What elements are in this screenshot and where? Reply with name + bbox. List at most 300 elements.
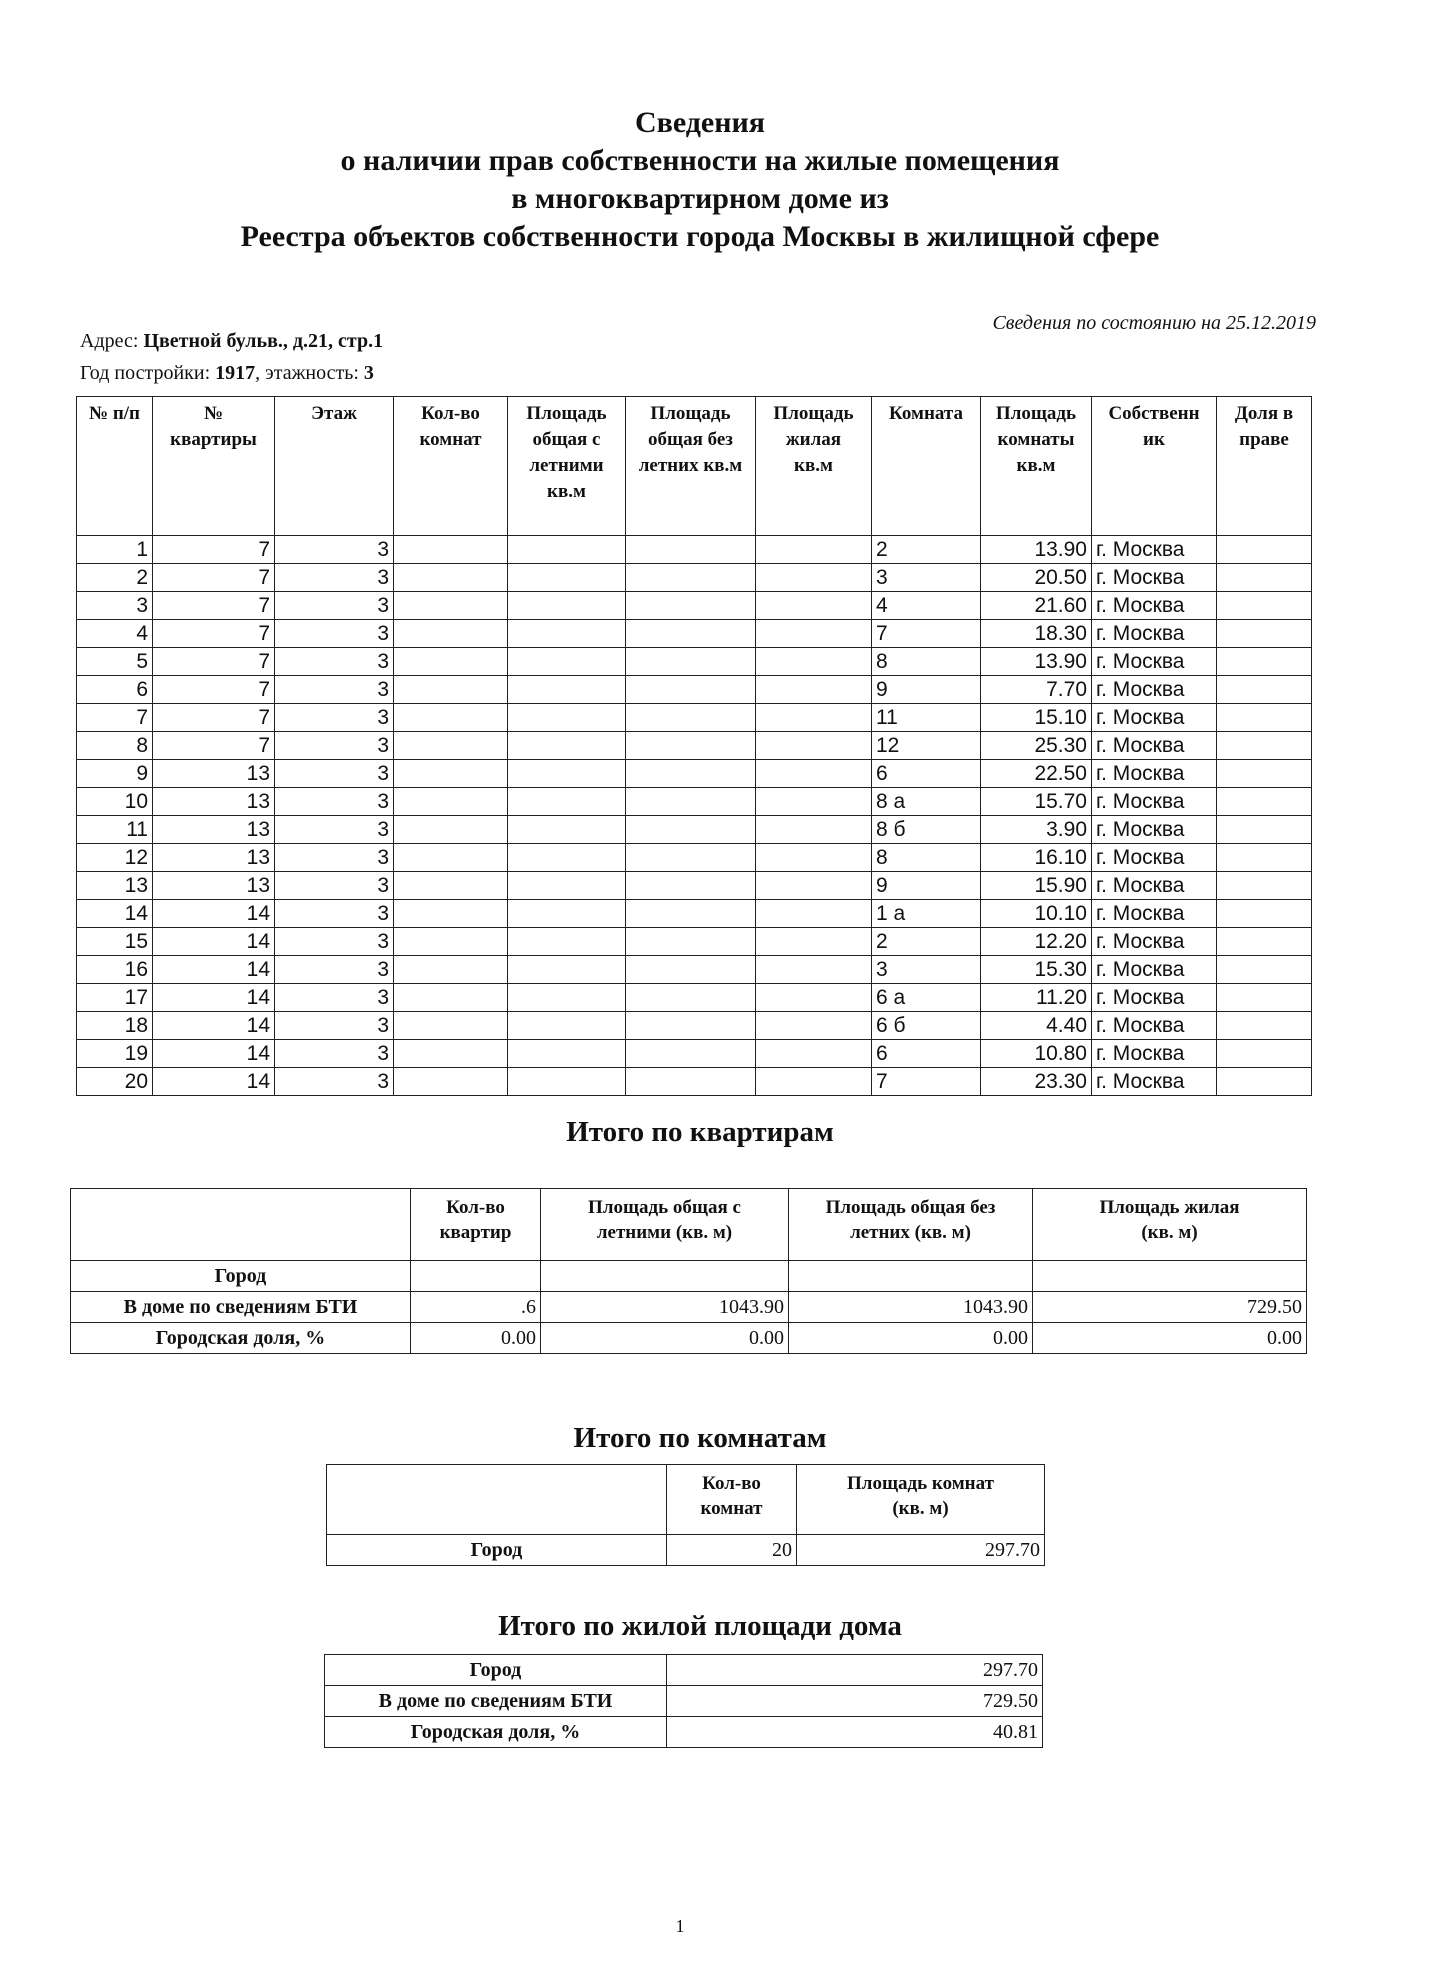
cell bbox=[1217, 816, 1312, 844]
cell bbox=[756, 1068, 872, 1096]
cell: 3 bbox=[275, 928, 394, 956]
cell bbox=[394, 984, 508, 1012]
cell bbox=[508, 536, 626, 564]
cell: 21.60 bbox=[981, 592, 1092, 620]
cell: г. Москва bbox=[1092, 592, 1217, 620]
cell: 18.30 bbox=[981, 620, 1092, 648]
cell: 7 bbox=[77, 704, 153, 732]
cell bbox=[394, 844, 508, 872]
cell: 15.90 bbox=[981, 872, 1092, 900]
cell bbox=[626, 648, 756, 676]
cell: 15.70 bbox=[981, 788, 1092, 816]
cell: 297.70 bbox=[797, 1535, 1045, 1566]
cell: 7 bbox=[872, 620, 981, 648]
cell bbox=[756, 564, 872, 592]
cell bbox=[1217, 536, 1312, 564]
table-header-row bbox=[327, 1465, 1045, 1535]
corner-cell bbox=[71, 1189, 411, 1261]
cell: г. Москва bbox=[1092, 984, 1217, 1012]
cell bbox=[508, 676, 626, 704]
table-row bbox=[77, 872, 1312, 900]
col-room-count: Кол-во комнат bbox=[667, 1465, 797, 1535]
col-living: Площадь жилая (кв. м) bbox=[1033, 1189, 1307, 1261]
cell: 3 bbox=[275, 1012, 394, 1040]
cell: 6 б bbox=[872, 1012, 981, 1040]
cell: 2 bbox=[77, 564, 153, 592]
cell bbox=[394, 1068, 508, 1096]
cell: 3 bbox=[275, 984, 394, 1012]
cell bbox=[508, 648, 626, 676]
cell bbox=[756, 732, 872, 760]
floors-value: 3 bbox=[363, 362, 374, 384]
address-line bbox=[80, 330, 383, 353]
cell bbox=[1217, 900, 1312, 928]
row-label: Город bbox=[325, 1655, 667, 1686]
cell bbox=[756, 928, 872, 956]
cell: г. Москва bbox=[1092, 648, 1217, 676]
cell: 7 bbox=[153, 592, 275, 620]
cell bbox=[756, 788, 872, 816]
table-row bbox=[325, 1655, 1043, 1686]
cell: 3 bbox=[275, 704, 394, 732]
cell: 0.00 bbox=[789, 1323, 1033, 1354]
cell: 13.90 bbox=[981, 648, 1092, 676]
cell: 3 bbox=[872, 564, 981, 592]
build-year-line bbox=[80, 362, 374, 385]
col-room-area: Площадь комнат (кв. м) bbox=[797, 1465, 1045, 1535]
cell: г. Москва bbox=[1092, 620, 1217, 648]
table-row bbox=[77, 984, 1312, 1012]
cell bbox=[756, 1012, 872, 1040]
cell: 13 bbox=[153, 816, 275, 844]
cell: 7 bbox=[153, 648, 275, 676]
cell bbox=[508, 564, 626, 592]
cell bbox=[394, 872, 508, 900]
row-label: В доме по сведениям БТИ bbox=[325, 1686, 667, 1717]
cell bbox=[756, 676, 872, 704]
cell bbox=[626, 1040, 756, 1068]
cell: 20 bbox=[77, 1068, 153, 1096]
cell: 6 bbox=[872, 760, 981, 788]
cell bbox=[626, 732, 756, 760]
cell: 2 bbox=[872, 928, 981, 956]
table-row bbox=[77, 704, 1312, 732]
table-row bbox=[77, 536, 1312, 564]
cell: 17 bbox=[77, 984, 153, 1012]
cell: 7.70 bbox=[981, 676, 1092, 704]
table-row bbox=[77, 1040, 1312, 1068]
cell: 8 bbox=[872, 844, 981, 872]
cell bbox=[626, 564, 756, 592]
cell: 8 б bbox=[872, 816, 981, 844]
cell: 3 bbox=[872, 956, 981, 984]
cell: 16 bbox=[77, 956, 153, 984]
cell bbox=[394, 620, 508, 648]
cell: 11 bbox=[872, 704, 981, 732]
cell: г. Москва bbox=[1092, 732, 1217, 760]
cell bbox=[508, 984, 626, 1012]
column-header: Площадь комнаты кв.м bbox=[981, 397, 1092, 536]
cell: 4.40 bbox=[981, 1012, 1092, 1040]
cell: 19 bbox=[77, 1040, 153, 1068]
cell bbox=[508, 1040, 626, 1068]
cell: 7 bbox=[153, 732, 275, 760]
column-header: Кол-во комнат bbox=[394, 397, 508, 536]
cell: 11.20 bbox=[981, 984, 1092, 1012]
cell: 3 bbox=[275, 732, 394, 760]
as-of-date: Сведения по состоянию на 25.12.2019 bbox=[992, 312, 1316, 334]
cell: 3 bbox=[275, 816, 394, 844]
cell: 23.30 bbox=[981, 1068, 1092, 1096]
cell: 6 а bbox=[872, 984, 981, 1012]
cell: 14 bbox=[153, 984, 275, 1012]
col-count: Кол-во квартир bbox=[411, 1189, 541, 1261]
cell bbox=[394, 1040, 508, 1068]
cell bbox=[394, 648, 508, 676]
cell: 3 bbox=[77, 592, 153, 620]
cell: г. Москва bbox=[1092, 872, 1217, 900]
cell bbox=[411, 1261, 541, 1292]
table-row bbox=[77, 956, 1312, 984]
table-row bbox=[77, 564, 1312, 592]
cell: 5 bbox=[77, 648, 153, 676]
cell: 9 bbox=[872, 872, 981, 900]
cell: 14 bbox=[153, 1068, 275, 1096]
cell bbox=[508, 956, 626, 984]
cell bbox=[756, 620, 872, 648]
cell bbox=[1217, 956, 1312, 984]
cell bbox=[1217, 592, 1312, 620]
cell: г. Москва bbox=[1092, 928, 1217, 956]
corner-cell bbox=[327, 1465, 667, 1535]
cell bbox=[789, 1261, 1033, 1292]
cell: 14 bbox=[77, 900, 153, 928]
floors-label: , этажность: bbox=[255, 362, 364, 384]
cell: 3 bbox=[275, 592, 394, 620]
cell bbox=[626, 928, 756, 956]
column-header: Доля в праве bbox=[1217, 397, 1312, 536]
cell bbox=[394, 1012, 508, 1040]
year-label: Год постройки: bbox=[80, 362, 216, 384]
title-line: Реестра объектов собственности города Москвы в жилищной сфере bbox=[240, 220, 1160, 253]
table-header-row bbox=[71, 1189, 1307, 1261]
cell: г. Москва bbox=[1092, 816, 1217, 844]
cell: 7 bbox=[153, 620, 275, 648]
cell: 3 bbox=[275, 760, 394, 788]
table-row bbox=[77, 844, 1312, 872]
cell: г. Москва bbox=[1092, 956, 1217, 984]
cell bbox=[508, 788, 626, 816]
cell: 3 bbox=[275, 620, 394, 648]
row-label: В доме по сведениям БТИ bbox=[71, 1292, 411, 1323]
cell: 14 bbox=[153, 1040, 275, 1068]
table-row bbox=[77, 620, 1312, 648]
cell: 7 bbox=[153, 676, 275, 704]
cell: 3 bbox=[275, 648, 394, 676]
cell: 3 bbox=[275, 956, 394, 984]
cell: 7 bbox=[153, 704, 275, 732]
cell: г. Москва bbox=[1092, 564, 1217, 592]
cell: 729.50 bbox=[1033, 1292, 1307, 1323]
column-header: Этаж bbox=[275, 397, 394, 536]
cell bbox=[508, 928, 626, 956]
cell: 6 bbox=[77, 676, 153, 704]
cell: 13 bbox=[153, 788, 275, 816]
table-row bbox=[71, 1323, 1307, 1354]
cell: 12.20 bbox=[981, 928, 1092, 956]
cell: 4 bbox=[77, 620, 153, 648]
cell bbox=[756, 984, 872, 1012]
cell: 8 bbox=[77, 732, 153, 760]
rooms-summary-title: Итого по комнатам bbox=[573, 1422, 827, 1454]
cell bbox=[626, 816, 756, 844]
cell: 729.50 bbox=[667, 1686, 1043, 1717]
cell bbox=[1217, 648, 1312, 676]
row-label: Городская доля, % bbox=[71, 1323, 411, 1354]
cell bbox=[508, 1012, 626, 1040]
cell bbox=[756, 704, 872, 732]
cell bbox=[626, 956, 756, 984]
cell bbox=[394, 704, 508, 732]
cell: 13.90 bbox=[981, 536, 1092, 564]
cell: 40.81 bbox=[667, 1717, 1043, 1748]
apartments-summary-title: Итого по квартирам bbox=[566, 1116, 834, 1148]
column-header: № квартиры bbox=[153, 397, 275, 536]
cell bbox=[394, 592, 508, 620]
cell bbox=[756, 872, 872, 900]
table-row bbox=[77, 1012, 1312, 1040]
cell: г. Москва bbox=[1092, 704, 1217, 732]
cell bbox=[756, 816, 872, 844]
table-row bbox=[77, 732, 1312, 760]
title-line: Сведения bbox=[634, 106, 766, 139]
cell bbox=[1217, 620, 1312, 648]
cell: 3 bbox=[275, 676, 394, 704]
cell bbox=[626, 620, 756, 648]
cell bbox=[508, 592, 626, 620]
cell bbox=[626, 592, 756, 620]
cell: 13 bbox=[77, 872, 153, 900]
living-summary-table bbox=[324, 1654, 1043, 1748]
cell: 18 bbox=[77, 1012, 153, 1040]
table-row bbox=[327, 1535, 1045, 1566]
cell bbox=[508, 732, 626, 760]
cell bbox=[626, 760, 756, 788]
cell: г. Москва bbox=[1092, 844, 1217, 872]
year-value: 1917 bbox=[215, 362, 256, 384]
table-row bbox=[77, 928, 1312, 956]
table-row bbox=[77, 788, 1312, 816]
cell: 1043.90 bbox=[789, 1292, 1033, 1323]
column-header: Площадь общая с летними кв.м bbox=[508, 397, 626, 536]
cell bbox=[626, 676, 756, 704]
cell: 20.50 bbox=[981, 564, 1092, 592]
cell: 13 bbox=[153, 844, 275, 872]
cell: 6 bbox=[872, 1040, 981, 1068]
apartments-summary-table bbox=[70, 1188, 1307, 1354]
cell bbox=[1217, 760, 1312, 788]
cell: 3.90 bbox=[981, 816, 1092, 844]
cell: 0.00 bbox=[411, 1323, 541, 1354]
cell: 14 bbox=[153, 956, 275, 984]
cell bbox=[1033, 1261, 1307, 1292]
cell bbox=[508, 704, 626, 732]
table-row bbox=[77, 900, 1312, 928]
table-row bbox=[77, 760, 1312, 788]
cell: 3 bbox=[275, 564, 394, 592]
cell: 8 а bbox=[872, 788, 981, 816]
table-row bbox=[77, 1068, 1312, 1096]
table-row bbox=[77, 676, 1312, 704]
cell bbox=[394, 564, 508, 592]
cell: г. Москва bbox=[1092, 1040, 1217, 1068]
cell: 10 bbox=[77, 788, 153, 816]
cell bbox=[1217, 676, 1312, 704]
cell bbox=[508, 1068, 626, 1096]
cell bbox=[756, 900, 872, 928]
cell bbox=[394, 956, 508, 984]
cell bbox=[541, 1261, 789, 1292]
cell: 297.70 bbox=[667, 1655, 1043, 1686]
cell bbox=[756, 956, 872, 984]
cell bbox=[1217, 704, 1312, 732]
cell bbox=[1217, 1012, 1312, 1040]
cell: 15 bbox=[77, 928, 153, 956]
column-header: Комната bbox=[872, 397, 981, 536]
table-row bbox=[77, 592, 1312, 620]
cell bbox=[1217, 732, 1312, 760]
cell bbox=[1217, 872, 1312, 900]
cell: г. Москва bbox=[1092, 676, 1217, 704]
cell: 3 bbox=[275, 900, 394, 928]
title-line: о наличии прав собственности на жилые помещения bbox=[340, 144, 1060, 177]
cell bbox=[756, 536, 872, 564]
cell bbox=[508, 844, 626, 872]
cell: 9 bbox=[872, 676, 981, 704]
cell: 7 bbox=[872, 1068, 981, 1096]
col-total-with-summer: Площадь общая с летними (кв. м) bbox=[541, 1189, 789, 1261]
cell bbox=[626, 1068, 756, 1096]
cell: 3 bbox=[275, 1040, 394, 1068]
cell: 3 bbox=[275, 844, 394, 872]
cell bbox=[394, 760, 508, 788]
cell: 2 bbox=[872, 536, 981, 564]
cell bbox=[626, 536, 756, 564]
cell: 7 bbox=[153, 564, 275, 592]
cell: г. Москва bbox=[1092, 788, 1217, 816]
cell: 7 bbox=[153, 536, 275, 564]
cell bbox=[626, 844, 756, 872]
rooms-ownership-table bbox=[76, 396, 1312, 1096]
cell: 14 bbox=[153, 928, 275, 956]
cell bbox=[508, 872, 626, 900]
cell: г. Москва bbox=[1092, 536, 1217, 564]
cell bbox=[1217, 984, 1312, 1012]
address-label: Адрес: bbox=[80, 330, 144, 352]
living-summary-title: Итого по жилой площади дома bbox=[498, 1610, 902, 1642]
cell bbox=[1217, 844, 1312, 872]
cell: 3 bbox=[275, 872, 394, 900]
cell: 14 bbox=[153, 900, 275, 928]
cell bbox=[1217, 1068, 1312, 1096]
cell: .6 bbox=[411, 1292, 541, 1323]
cell: 4 bbox=[872, 592, 981, 620]
cell bbox=[1217, 1040, 1312, 1068]
cell bbox=[626, 872, 756, 900]
cell: 22.50 bbox=[981, 760, 1092, 788]
cell: 15.10 bbox=[981, 704, 1092, 732]
cell bbox=[508, 760, 626, 788]
cell: 12 bbox=[872, 732, 981, 760]
cell bbox=[394, 536, 508, 564]
cell: 1 а bbox=[872, 900, 981, 928]
cell: 0.00 bbox=[541, 1323, 789, 1354]
cell: 0.00 bbox=[1033, 1323, 1307, 1354]
row-label: Город bbox=[327, 1535, 667, 1566]
cell bbox=[1217, 788, 1312, 816]
cell bbox=[1217, 564, 1312, 592]
cell bbox=[626, 704, 756, 732]
rooms-summary-table bbox=[326, 1464, 1045, 1566]
cell: 9 bbox=[77, 760, 153, 788]
cell: 11 bbox=[77, 816, 153, 844]
table-row bbox=[325, 1717, 1043, 1748]
cell: 13 bbox=[153, 760, 275, 788]
cell: г. Москва bbox=[1092, 1068, 1217, 1096]
cell bbox=[756, 592, 872, 620]
cell bbox=[394, 732, 508, 760]
cell bbox=[508, 900, 626, 928]
cell: г. Москва bbox=[1092, 760, 1217, 788]
cell bbox=[626, 984, 756, 1012]
cell bbox=[756, 648, 872, 676]
cell bbox=[626, 1012, 756, 1040]
cell: 13 bbox=[153, 872, 275, 900]
cell: 12 bbox=[77, 844, 153, 872]
cell bbox=[756, 1040, 872, 1068]
cell: 20 bbox=[667, 1535, 797, 1566]
cell bbox=[394, 900, 508, 928]
col-total-without-summer: Площадь общая без летних (кв. м) bbox=[789, 1189, 1033, 1261]
cell bbox=[394, 816, 508, 844]
table-header-row bbox=[77, 397, 1312, 536]
column-header: № п/п bbox=[77, 397, 153, 536]
cell: 10.80 bbox=[981, 1040, 1092, 1068]
cell bbox=[626, 788, 756, 816]
cell: 16.10 bbox=[981, 844, 1092, 872]
row-label: Городская доля, % bbox=[325, 1717, 667, 1748]
cell: 8 bbox=[872, 648, 981, 676]
cell: 15.30 bbox=[981, 956, 1092, 984]
cell: 1043.90 bbox=[541, 1292, 789, 1323]
cell bbox=[756, 844, 872, 872]
table-row bbox=[325, 1686, 1043, 1717]
table-row bbox=[77, 816, 1312, 844]
cell: 1 bbox=[77, 536, 153, 564]
cell: г. Москва bbox=[1092, 1012, 1217, 1040]
column-header: Собственн ик bbox=[1092, 397, 1217, 536]
table-row bbox=[71, 1261, 1307, 1292]
cell: 10.10 bbox=[981, 900, 1092, 928]
cell bbox=[394, 788, 508, 816]
cell: 3 bbox=[275, 536, 394, 564]
cell bbox=[508, 816, 626, 844]
cell: 3 bbox=[275, 1068, 394, 1096]
document-title bbox=[0, 104, 1400, 256]
cell bbox=[756, 760, 872, 788]
cell bbox=[508, 620, 626, 648]
cell: 25.30 bbox=[981, 732, 1092, 760]
